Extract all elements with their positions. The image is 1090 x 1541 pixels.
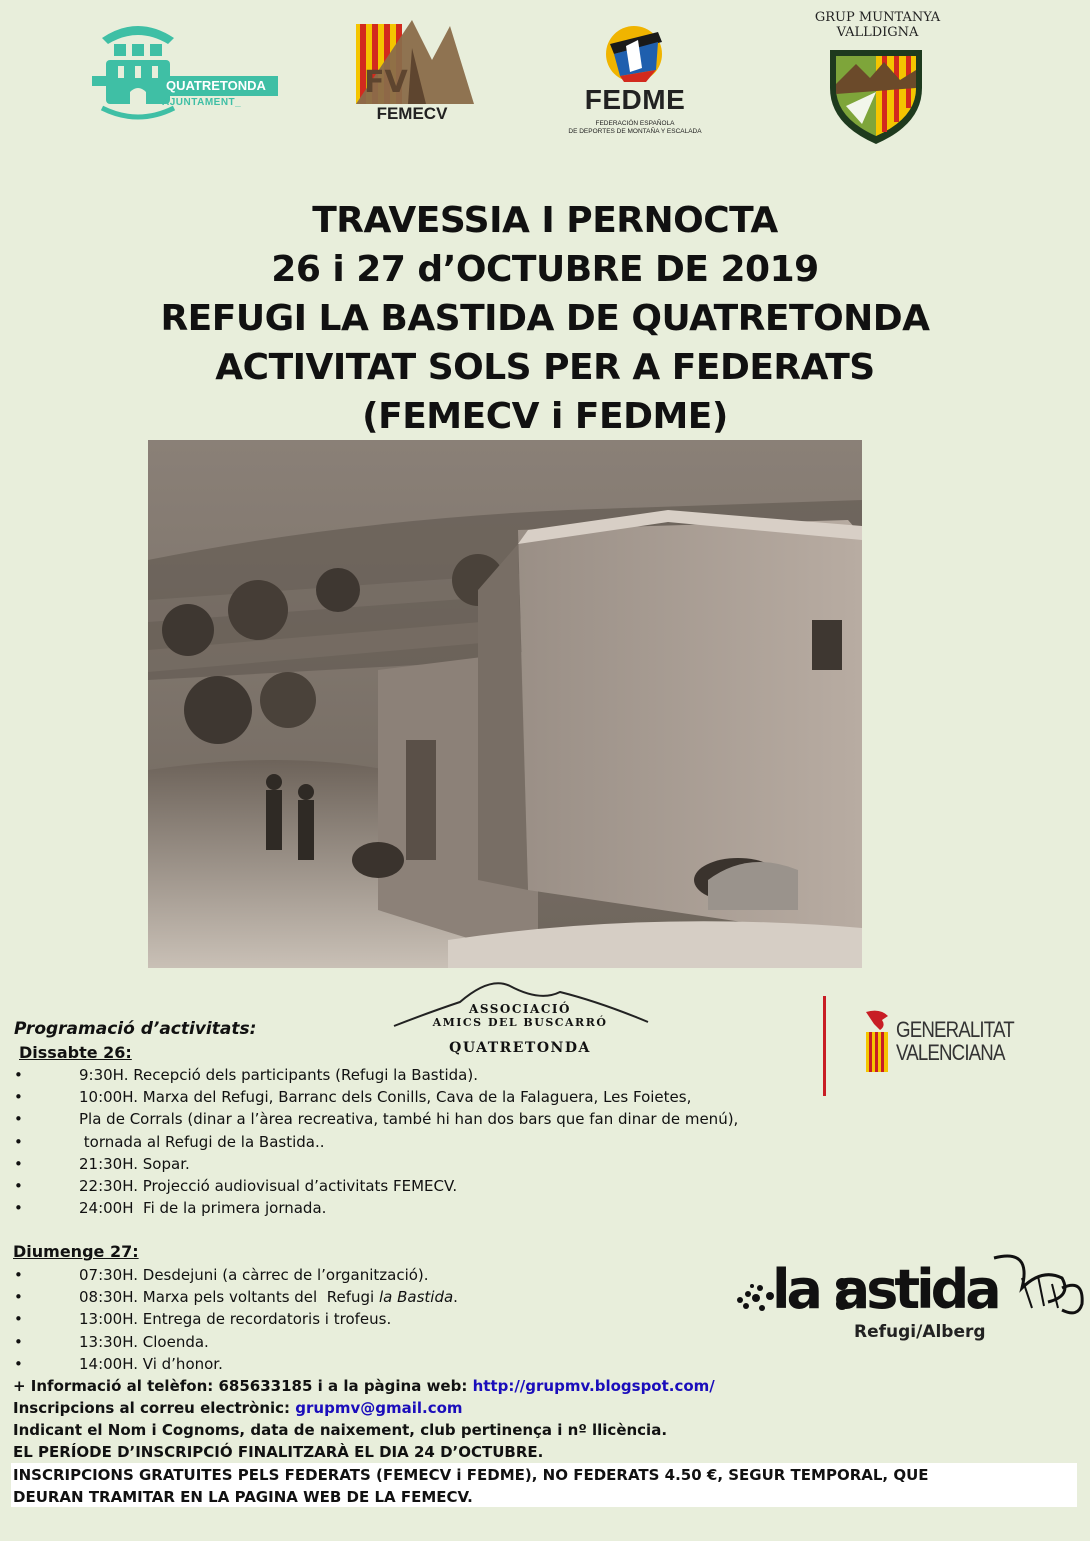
list-item-text: 21:30H. Sopar. — [79, 1154, 190, 1173]
refuge-historic-photo — [148, 440, 862, 968]
list-item — [14, 1131, 738, 1153]
generalitat-bat-icon — [860, 1008, 894, 1076]
bullet: • — [14, 1332, 23, 1351]
phone-text: + Informació al telèfon: 685633185 i a la pàgina web: — [13, 1377, 473, 1395]
phone-line — [13, 1375, 1073, 1397]
quatretonda-logo-sub: AJUNTAMENT_ — [162, 97, 242, 108]
grup-muntanya-line2: VALLDIGNA — [836, 25, 919, 40]
la-bastida-logo-sub: Refugi/Alberg — [854, 1322, 986, 1342]
registration-info — [13, 1375, 1073, 1463]
list-item-text: 13:00H. Entrega de recordatoris i trofeus. — [79, 1310, 392, 1329]
fedme-logo-sub-line1: FEDERACIÓN ESPAÑOLA — [595, 120, 675, 127]
bullet: • — [14, 1288, 23, 1307]
event-title-line-3: REFUGI LA BASTIDA DE QUATRETONDA — [160, 298, 930, 339]
list-item — [14, 1175, 738, 1197]
bullet: • — [14, 1354, 23, 1373]
list-item — [14, 1331, 458, 1353]
fedme-logo-sub-line2: DE DEPORTES DE MONTAÑA Y ESCALADA — [568, 128, 702, 135]
grup-muntanya-line1: GRUP MUNTANYA — [814, 10, 941, 25]
list-item — [14, 1308, 458, 1330]
bullet: • — [14, 1132, 23, 1151]
quatretonda-logo-name: QUATRETONDA — [160, 76, 278, 96]
grup-muntanya-logo-title — [805, 10, 950, 40]
deadline-line: EL PERÍODE D’INSCRIPCIÓ FINALITZARÀ EL DIA 24 D’OCTUBRE. — [13, 1443, 544, 1461]
fedme-logo-sub — [568, 120, 702, 136]
la-bastida-logo-name: la astida — [772, 1258, 998, 1321]
bullet: • — [14, 1177, 23, 1196]
details-line: Indicant el Nom i Cognoms, data de naixement, club pertinença i nº llicència. — [13, 1421, 668, 1439]
list-item-text: 07:30H. Desdejuni (a càrrec de l’organització). — [79, 1266, 429, 1284]
bullet: • — [14, 1154, 23, 1173]
list-item — [14, 1264, 458, 1286]
day2-title: Diumenge 27: — [13, 1242, 139, 1261]
generalitat-divider — [823, 996, 826, 1096]
program-title: Programació d’activitats: — [14, 1019, 257, 1039]
list-item-text: 13:30H. Cloenda. — [79, 1332, 209, 1351]
bullet: • — [14, 1110, 23, 1129]
list-item — [14, 1353, 458, 1375]
associacio-line2: AMICS DEL BUSCARRÓ — [432, 1016, 608, 1029]
event-title-line-2: 26 i 27 d’OCTUBRE DE 2019 — [271, 249, 819, 290]
list-item-text: 22:30H. Projecció audiovisual d’activitats FEMECV. — [79, 1177, 458, 1196]
event-title-block — [0, 196, 1090, 441]
list-item-text: tornada al Refugi de la Bastida.. — [79, 1132, 325, 1151]
generalitat-line2: VALENCIANA — [896, 1040, 1005, 1065]
list-item-text: 9:30H. Recepció dels participants (Refugi la Bastida). — [79, 1066, 478, 1084]
event-title-line-1: TRAVESSIA I PERNOCTA — [312, 200, 778, 241]
email-text: Inscripcions al correu electrònic: — [13, 1399, 296, 1417]
list-item — [14, 1286, 458, 1308]
fedme-logo-name: FEDME — [584, 84, 686, 115]
associacio-line3: QUATRETONDA — [449, 1040, 591, 1056]
fees-line-2: DEURAN TRAMITAR EN LA PAGINA WEB DE LA FEMECV. — [13, 1488, 473, 1506]
event-title-line-5: (FEMECV i FEDME) — [362, 396, 728, 437]
list-item-text: 14:00H. Vi d’honor. — [79, 1354, 223, 1373]
femecv-logo-name: FEMECV — [376, 104, 448, 123]
list-item — [14, 1108, 738, 1130]
associacio-line1: ASSOCIACIÓ — [469, 1002, 571, 1016]
bullet: • — [14, 1088, 23, 1107]
svg-text:FV: FV — [364, 65, 408, 100]
list-item — [14, 1064, 738, 1086]
list-item — [14, 1197, 738, 1219]
website-link[interactable]: http://grupmv.blogspot.com/ — [472, 1377, 715, 1395]
refuge-name-italic: la Bastida — [378, 1288, 454, 1307]
fees-note — [13, 1464, 1073, 1508]
bullet: • — [14, 1199, 23, 1218]
event-title-line-4: ACTIVITAT SOLS PER A FEDERATS — [215, 347, 875, 388]
list-item — [14, 1086, 738, 1108]
list-item-text: 24:00H Fi de la primera jornada. — [79, 1199, 327, 1218]
generalitat-logo-text — [896, 1018, 1014, 1064]
list-item-text: Pla de Corrals (dinar a l’àrea recreativa, també hi han dos bars que fan dinar de menú), — [79, 1110, 739, 1129]
list-item-text: 10:00H. Marxa del Refugi, Barranc dels Conills, Cava de la Falaguera, Les Foietes, — [79, 1088, 692, 1107]
fees-line-1: INSCRIPCIONS GRATUITES PELS FEDERATS (FEMECV i FEDME), NO FEDERATS 4.50 €, SEGUR TEMPORAL, QUE — [13, 1466, 929, 1484]
email-line — [13, 1397, 1073, 1419]
day1-activity-list — [14, 1064, 738, 1219]
day2-activity-list — [14, 1264, 458, 1375]
list-item-text: 08:30H. Marxa pels voltants del Refugi — [79, 1288, 379, 1307]
list-item-end: . — [453, 1288, 458, 1307]
grup-muntanya-shield-logo — [826, 44, 926, 146]
list-item — [14, 1153, 738, 1175]
bullet: • — [14, 1266, 23, 1284]
email-link[interactable]: grupmv@gmail.com — [295, 1399, 463, 1417]
bullet: • — [14, 1066, 23, 1084]
day1-title: Dissabte 26: — [19, 1043, 132, 1062]
bullet: • — [14, 1310, 23, 1329]
generalitat-line1: GENERALITAT — [896, 1017, 1014, 1042]
